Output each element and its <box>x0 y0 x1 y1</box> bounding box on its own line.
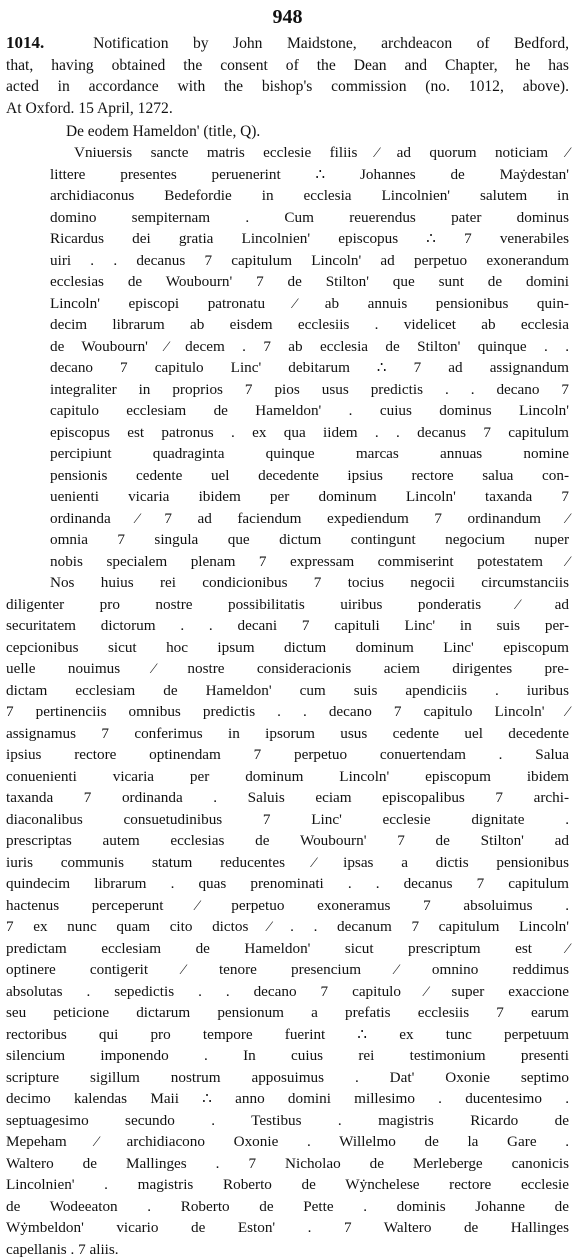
text-line: ipsius rectore optinendam 7 perpetuo conuertendam . Salua <box>6 746 569 764</box>
text-line: Vniuersis sancte matris ecclesie filiis ⁄ ad quorum noticiam ⁄ <box>74 144 569 162</box>
text-line: Ricardus dei gratia Lincolnien' episcopus ∴ 7 venerabiles <box>50 230 569 248</box>
text-line: 7 ex nunc quam cito dictos ⁄ . . decanum 7 capitulum Lincoln' <box>6 918 569 936</box>
text-line: archidiaconus Bedefordie in ecclesia Lincolnien' salutem in <box>50 187 569 205</box>
text-line: dictam ecclesiam de Hameldon' cum suis apendiciis . iuribus <box>6 681 569 699</box>
full-width-text-block <box>6 594 569 1260</box>
text-line: capitulo ecclesiam de Hameldon' . cuius dominus Lincoln' <box>50 402 569 420</box>
text-line: uelle nouimus ⁄ nostre consideracionis aciem dirigentes pre- <box>6 660 569 678</box>
text-line: assignamus 7 conferimus in ipsorum usus cedente uel decedente <box>6 724 569 742</box>
page-number: 948 <box>272 6 303 28</box>
text-line: cepcionibus sicut hoc ipsum dictum dominum Linc' episcopum <box>6 638 569 656</box>
text-line: optinere contigerit ⁄ tenore presencium ⁄ omnino reddimus <box>6 961 569 979</box>
text-line: Wẏmbeldon' vicario de Eston' . 7 Waltero de Hallinges <box>6 1219 569 1237</box>
text-line: littere presentes peruenerint ∴ Johannes de Maẏdestan' <box>50 165 569 183</box>
text-line: capellanis . 7 aliis. <box>6 1240 119 1258</box>
text-line: predictam ecclesiam de Hameldon' sicut prescriptum est ⁄ <box>6 939 569 957</box>
entry-number: 1014. <box>6 33 45 52</box>
text-line: Nos huius rei condicionibus 7 tocius negocii circumstanciis <box>50 574 569 592</box>
text-line: decimo kalendas Maii ∴ anno domini millesimo . ducentesimo . <box>6 1090 569 1108</box>
text-line: Lincoln' episcopi patronatu ⁄ ab annuis pensionibus quin- <box>50 294 569 312</box>
text-line: hactenus perceperunt ⁄ perpetuo exoneramus 7 absoluimus . <box>6 896 569 914</box>
text-line: taxanda 7 ordinanda . Saluis eciam episcopalibus 7 archi- <box>6 789 569 807</box>
text-line: Mepeham ⁄ archidiacono Oxonie . Willelmo de la Gare . <box>6 1133 569 1151</box>
text-line: percipiunt quadraginta quinque marcas annuas nomine <box>50 445 569 463</box>
text-line: episcopus est patronus . ex qua iidem . . decanus 7 capitulum <box>50 423 569 441</box>
text-line: quindecim librarum . quas prenominati . . decanus 7 capitulum <box>6 875 569 893</box>
text-line: Waltero de Mallinges . 7 Nicholao de Merleberge canonicis <box>6 1154 569 1172</box>
text-line: uiri . . decanus 7 capitulum Lincoln' ad perpetuo exonerandum <box>50 251 569 269</box>
text-line: rectoribus qui pro tempore fuerint ∴ ex tunc perpetuum <box>6 1025 569 1043</box>
text-line: absolutas . sepedictis . . decano 7 capitulo ⁄ super exaccione <box>6 982 569 1000</box>
text-line: decano 7 capitulo Linc' debitarum ∴ 7 ad assignandum <box>50 359 569 377</box>
text-line: prescriptas autem ecclesias de Woubourn' 7 de Stilton' ad <box>6 832 569 850</box>
text-line: ordinanda ⁄ 7 ad faciendum expediendum 7 ordinandum ⁄ <box>50 509 569 527</box>
text-line: seu peticione dictarum pensionum a prefatis ecclesiis 7 earum <box>6 1004 569 1022</box>
text-line: de Wodeeaton . Roberto de Pette . dominis Johanne de <box>6 1197 569 1215</box>
text-line: ecclesias de Woubourn' 7 de Stilton' que sunt de domini <box>50 273 569 291</box>
text-line: decim librarum ab eisdem ecclesiis . videlicet ab ecclesia <box>50 316 569 334</box>
heading-line: At Oxford. 15 April, 1272. <box>6 99 173 117</box>
text-line: integraliter in proprios 7 pios usus predictis . . decano 7 <box>50 380 569 398</box>
heading-line: acted in accordance with the bishop's commission (no. 1012, above). <box>6 78 569 96</box>
text-line: Lincolnien' . magistris Roberto de Wẏnchelese rectore ecclesie <box>6 1176 569 1194</box>
entry-heading <box>6 32 569 119</box>
text-line: silencium imponendo . In cuius rei testimonium presenti <box>6 1047 569 1065</box>
text-line: scripture sigillum nostrum apposuimus . Dat' Oxonie septimo <box>6 1068 569 1086</box>
text-line: nobis specialem plenam 7 expressam commiserint potestatem ⁄ <box>50 552 569 570</box>
text-line: septuagesimo secundo . Testibus . magistris Ricardo de <box>6 1111 569 1129</box>
entry-subheading: De eodem Hameldon' (title, Q). <box>66 123 261 141</box>
text-line: pensionis cedente uel decedente ipsius rectore salua con- <box>50 466 569 484</box>
text-line: omnia 7 singula que dictum contingunt negocium nuper <box>50 531 569 549</box>
text-line: 7 pertinenciis omnibus predictis . . decano 7 capitulo Lincoln' ⁄ <box>6 703 569 721</box>
text-line: conuenienti vicaria per dominum Lincoln' episcopum ibidem <box>6 767 569 785</box>
text-line: domino sempiternam . Cum reuerendus pater dominus <box>50 208 569 226</box>
heading-line: that, having obtained the consent of the Dean and Chapter, he has <box>6 56 569 74</box>
text-line: iuris communis statum reducentes ⁄ ipsas a dictis pensionibus <box>6 853 569 871</box>
text-line: diligenter pro nostre possibilitatis uiribus ponderatis ⁄ ad <box>6 595 569 613</box>
indented-text-block <box>6 142 569 594</box>
text-line: uenienti vicaria ibidem per dominum Lincoln' taxanda 7 <box>50 488 569 506</box>
text-line: de Woubourn' ⁄ decem . 7 ab ecclesia de Stilton' quinque . . <box>50 337 569 355</box>
heading-line: 1014. Notification by John Maidstone, archdeacon of Bedford, <box>6 33 570 52</box>
text-line: diaconalibus consuetudinibus 7 Linc' ecclesie dignitate . <box>6 810 569 828</box>
text-line: securitatem dictorum . . decani 7 capituli Linc' in suis per- <box>6 617 569 635</box>
